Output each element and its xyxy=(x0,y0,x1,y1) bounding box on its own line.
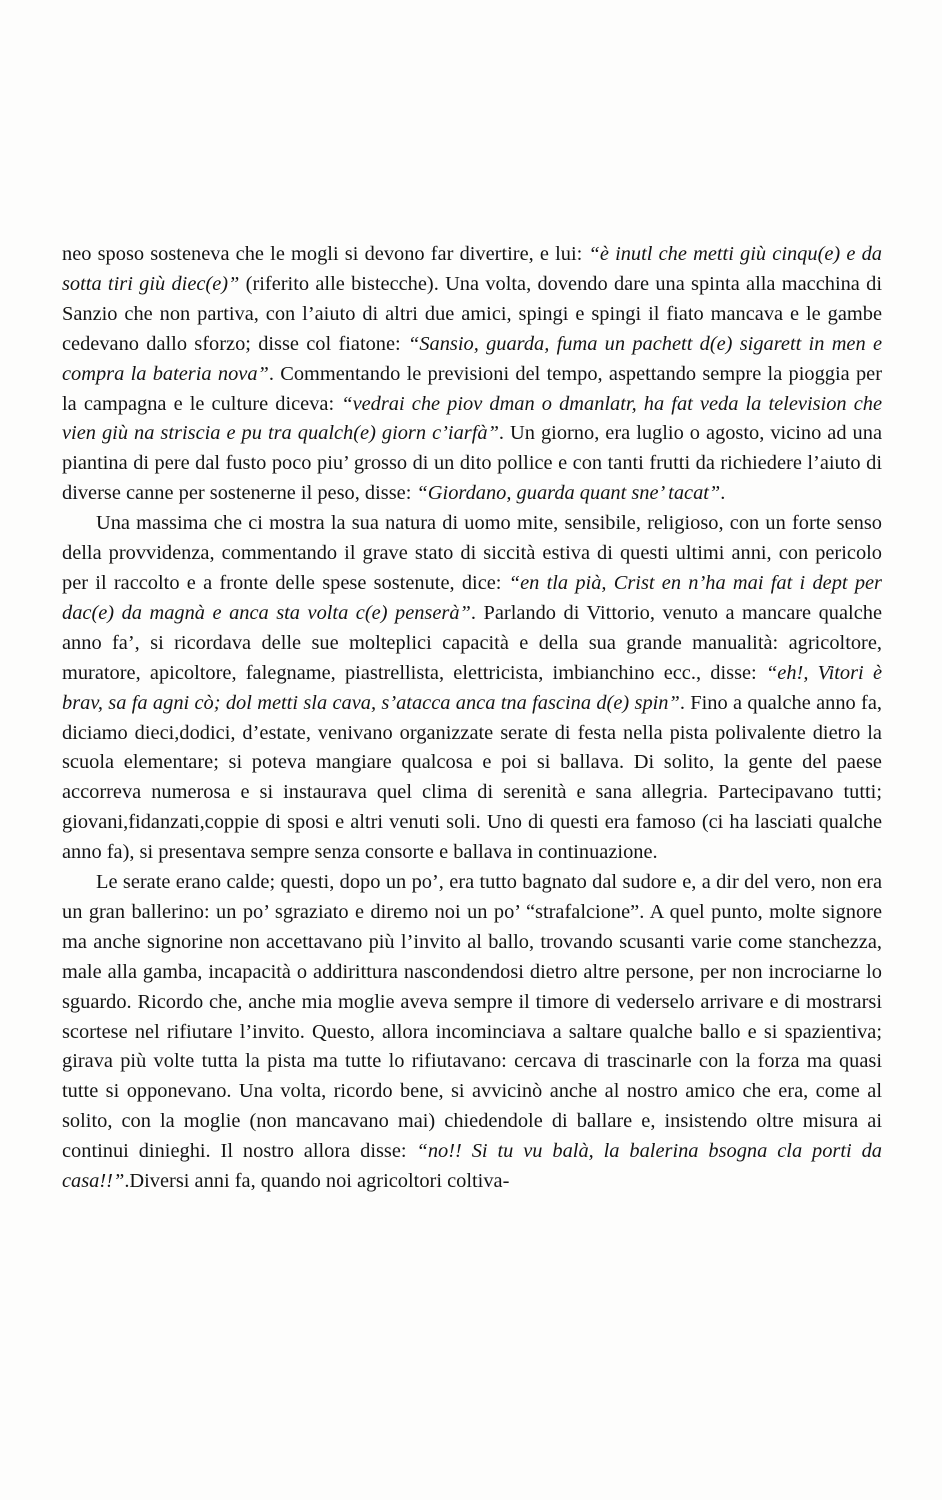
body-text-run: (riferito alle bistecche). Una volta, dovendo dare una spinta alla macchina di Sanzio che non partiva, con l’aiuto di altri due amici, spingi e spingi il fiato mancava e le gambe cedevano dallo sforzo; disse col fiatone: xyxy=(62,272,882,355)
dialect-quotation: “no!! Si tu vu balà, la balerina bsogna cla porti da casa!!” xyxy=(62,1140,882,1193)
body-text-run: . xyxy=(720,482,726,505)
paragraph xyxy=(62,240,882,509)
page-text-block xyxy=(62,240,882,1197)
body-text-run: . Fino a qualche anno fa, diciamo dieci,dodici, d’estate, venivano organizzate serate di festa nella pista polivalente dietro la scuola elementare; si poteva mangiare qualcosa e poi si ballava. Di solito, la gente del paese accorreva numerosa e si instaurava quel clima di serenità e sana allegria. Partecipavano tutti; giovani,fidanzati,coppie di sposi e altri venuti soli. Uno di questi era famoso (ci ha lasciati qualche anno fa), si presentava sempre senza consorte e ballava in continuazione. xyxy=(62,691,882,864)
body-text-run: . Parlando di Vittorio, venuto a mancare qualche anno fa’, si ricordava delle sue molteplici capacità e della sua grande manualità: agricoltore, muratore, apicoltore, falegname, piastrellista, elettricista, imbianchino ecc., disse: xyxy=(62,601,882,684)
dialect-quotation: “eh!, Vitori è brav, sa fa agni cò; dol metti sla cava, s’atacca anca tna fascina d(e) spin” xyxy=(62,661,882,714)
dialect-quotation: “en tla pià, Crist en n’ha mai fat i dept per dac(e) da magnà e anca sta volta c(e) penserà” xyxy=(62,571,882,624)
body-text-run: . Commentando le previsioni del tempo, aspettando sempre la pioggia per la campagna e le culture diceva: xyxy=(62,362,882,415)
paragraph xyxy=(62,509,882,868)
paragraph xyxy=(62,868,882,1197)
body-text-run: neo sposo sosteneva che le mogli si devono far divertire, e lui: xyxy=(62,243,589,265)
body-text-run: Le serate erano calde; questi, dopo un po’, era tutto bagnato dal sudore e, a dir del vero, non era un gran ballerino: un po’ sgraziato e diremo noi un po’ “strafalcione”. A quel punto, molte signore ma anche signorine non accettavano più l’invito al ballo, trovando scusanti varie come stanchezza, male alla gamba, incapacità o addirittura nascondendosi dietro altre persone, per non incrociarne lo sguardo. Ricordo che, anche mia moglie aveva sempre il timore di vederselo arrivare e di mostrarsi scortese nel rifiutare l’invito. Questo, allora incominciava a saltare qualche ballo e si spazientiva; girava più volte tutta la pista ma tutte lo rifiutavano: cercava di trascinarle con la forza ma quasi tutte si opponevano. Una volta, ricordo bene, si avvicinò anche al nostro amico che era, come al solito, con la moglie (non mancavano mai) chiedendole di ballare e, insistendo oltre misura ai continui dinieghi. Il nostro allora disse: xyxy=(62,871,882,1163)
dialect-quotation: “Sansio, guarda, fuma un pachett d(e) sigarett in men e compra la bateria nova” xyxy=(62,332,882,385)
body-text-run: . Un giorno, era luglio o agosto, vicino ad una piantina di pere dal fusto poco piu’ grosso di un dito pollice e con tanti frutti da richiedere l’aiuto di diverse canne per sostenerne il peso, disse: xyxy=(62,422,882,505)
body-text-run: .Diversi anni fa, quando noi agricoltori coltiva- xyxy=(124,1170,510,1193)
dialect-quotation: “Giordano, guarda quant sne’ tacat” xyxy=(416,482,721,505)
body-text-run: Una massima che ci mostra la sua natura di uomo mite, sensibile, religioso, con un forte senso della provvidenza, commentando il grave stato di siccità estiva di questi ultimi anni, con pericolo per il raccolto e a fronte delle spese sostenute, dice: xyxy=(62,512,882,594)
dialect-quotation: “è inutl che metti giù cinqu(e) e da sotta tiri giù diec(e)” xyxy=(62,243,882,295)
dialect-quotation: “vedrai che piov dman o dmanlatr, ha fat veda la television che vien giù na striscia e pu tra qualch(e) giorn c’iarfà” xyxy=(62,392,883,445)
